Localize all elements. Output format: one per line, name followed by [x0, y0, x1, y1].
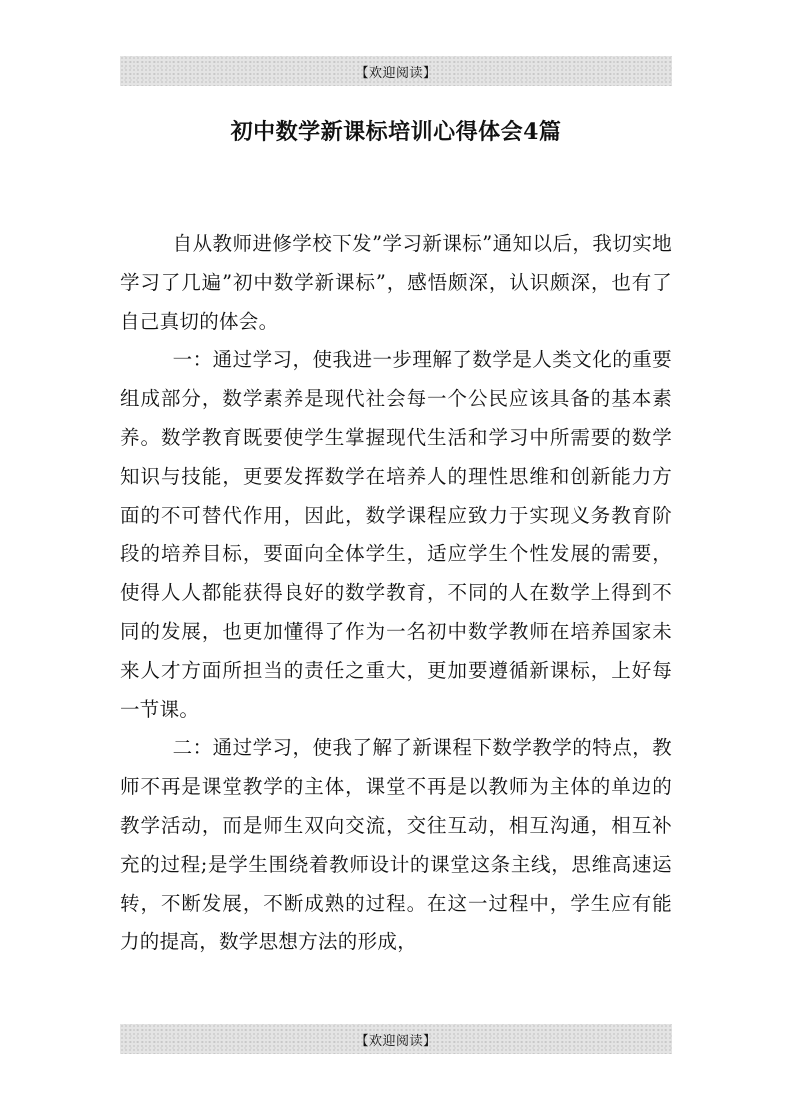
header-banner-label: 【欢迎阅读】	[355, 65, 437, 81]
paragraph-intro: 自从教师进修学校下发”学习新课标”通知以后，我切实地学习了几遍”初中数学新课标”，感悟颇深，认识颇深，也有了自己真切的体会。	[120, 232, 672, 333]
header-banner	[120, 56, 672, 86]
paragraph-point-one: 一：通过学习，使我进一步理解了数学是人类文化的重要组成部分，数学素养是现代社会每一个公民应该具备的基本素养。数学教育既要使学生掌握现代生活和学习中所需要的数学知识与技能，更要发挥数学在培养人的理性思维和创新能力方面的不可替代作用，因此，数学课程应致力于实现义务教育阶段的培养目标，要面向全体学生，适应学生个性发展的需要，使得人人都能获得良好的数学教育，不同的人在数学上得到不同的发展，也更加懂得了作为一名初中数学教师在培养国家未来人才方面所担当的责任之重大，更加要遵循新课标，上好每一节课。	[120, 348, 672, 721]
document-title: 初中数学新课标培训心得体会4篇	[230, 118, 562, 145]
paragraph-point-two: 二：通过学习，使我了解了新课程下数学教学的特点，教师不再是课堂教学的主体，课堂不再是以教师为主体的单边的教学活动，而是师生双向交流，交往互动，相互沟通，相互补充的过程;是学生围绕着教师设计的课堂这条主线，思维高速运转，不断发展，不断成熟的过程。在这一过程中，学生应有能力的提高，数学思想方法的形成，	[120, 736, 672, 954]
document-body	[120, 225, 672, 1015]
footer-banner	[120, 1024, 672, 1054]
footer-banner-label: 【欢迎阅读】	[355, 1033, 437, 1049]
